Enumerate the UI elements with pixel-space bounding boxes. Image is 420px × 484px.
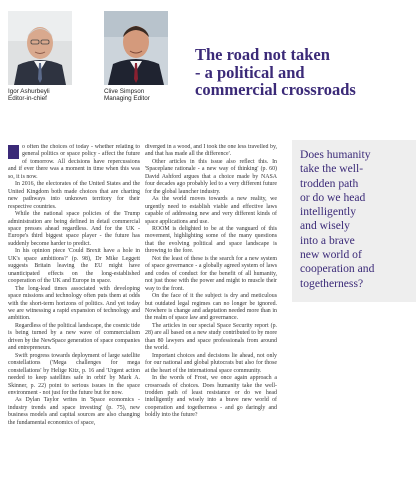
managing-editor-photo <box>104 11 168 85</box>
pull-quote-line: intelligently <box>300 205 357 219</box>
paragraph: Other articles in this issue also reflect this. In 'Spaceplane rationale - a new way of thinking' (p. 60) David Ashford argues that a choice made by NASA four decades ago probably led to a very different future for the global launcher industry. <box>145 158 277 195</box>
pull-quote-line: into a brave <box>300 233 355 247</box>
person-name: Igor Ashurbeyli <box>8 88 50 95</box>
pull-quote-line: Does humanity <box>300 148 371 161</box>
paragraph: ROOM is delighted to be at the vanguard of this movement, highlighting some of the many questions that the evolving political and space landscape is throwing to the fore. <box>145 225 277 255</box>
person-role: Editor-in-chief <box>8 95 47 103</box>
paragraph: As the world moves towards a new reality, we urgently need to establish viable and effective laws capable of addressing new and very different kinds of space applications and use. <box>145 196 277 225</box>
title-line: The road not taken <box>195 45 330 64</box>
paragraph: Important choices and decisions lie ahead, not only for our national and global plutocrats but also for those at the heart of the international space community. <box>145 352 277 374</box>
paragraph: diverged in a wood, and I took the one less travelled by, and that has made all the difference'. <box>145 144 277 158</box>
person-role: Managing Editor <box>104 95 150 103</box>
pull-quote-line: cooperation and <box>300 262 375 276</box>
paragraph: On the face of it the subject is dry and meticulous but outdated legal regimes can no longer be ignored. Nowhere is change and adaptation needed more than in the realm of space law and governance. <box>145 293 277 322</box>
body-column-2 <box>145 144 277 476</box>
paragraph: Regardless of the political landscape, the cosmic tide is being turned by a new wave of commercialism driven by the NewSpace generation of space companies and entrepreneurs. <box>8 322 140 352</box>
pull-quote-line: take the well- <box>300 162 364 176</box>
paragraph: Swift progress towards deployment of large satellite constellations ('Mega challenges for mega constellations' by Helige Kitz, p. 16 and 'Urgent action needed to keep satellites safe in orbit' by Mark A. Skinner, p. 22) point to serious issues in the space environment - not just for the future but for now. <box>8 352 140 396</box>
pull-quote <box>292 140 416 302</box>
paragraph: In the words of Frost, we once again approach a crossroads of choices. Does humanity take the well-trodden path of least resistance or do we head intelligently and wisely into a brave new world of cooperation and togetherness - and go daringly and boldly into the future? <box>145 375 277 419</box>
person-name: Clive Simpson <box>104 88 145 95</box>
paragraph: In his opinion piece 'Could Brexit have a hole in UK's space ambitions?' (p. 98), Dr Mike Leggett suggests Britain leaving the EU might have unanticipated effects on the long-established cooperation of the UK and Europe in space. <box>8 248 140 285</box>
editor-in-chief-photo <box>8 11 72 85</box>
paragraph: In 2016, the electorates of the United States and the United Kingdom both made choices that are charting new pathways into unknown territory for their respective countries. <box>8 181 140 210</box>
title-line: commercial crossroads <box>195 80 356 99</box>
drop-cap-block <box>8 145 19 159</box>
paragraph: As Dylan Taylor writes in 'Space economics - industry trends and space investing' (p. 75), new business models and capital sources are also changing the fundamental economics of space, <box>8 397 140 426</box>
editor-in-chief-caption <box>8 88 50 103</box>
managing-editor-caption <box>104 88 150 103</box>
article-title <box>195 46 415 99</box>
pull-quote-line: new world of <box>300 248 362 262</box>
title-line: - a political and <box>195 62 305 82</box>
pull-quote-line: or do we head <box>300 190 366 204</box>
body-column-1 <box>8 144 140 476</box>
paragraph: The articles in our special Space Security report (p. 28) are all based on a new study contributed to by more than 80 lawyers and space professionals from around the world. <box>145 322 277 352</box>
paragraph: o often the choices of today - whether relating to general politics or space policy - affect the future of tomorrow. All decisions have repercussions and if ever there was a moment in time when this was so, it is now. <box>8 144 140 180</box>
pull-quote-line: trodden path <box>300 176 359 190</box>
pull-quote-line: togetherness? <box>300 276 364 290</box>
paragraph: The long-lead times associated with developing space missions and technology often puts them at odds with the short-term horizons of politics. And yet today we are witnessing a rapid expansion of technology and ambition. <box>8 285 140 322</box>
paragraph: Not the least of these is the search for a new system of space governance - a globally agreed system of laws and codes of conduct for the benefit of all humanity, not just those with the power and might to muscle their way to the front. <box>145 255 277 292</box>
pull-quote-line: and wisely <box>300 219 350 233</box>
paragraph: While the national space policies of the Trump administration are being defined in detail commercial space presses ahead regardless. And for the UK - Europe's third biggest space player - the future has suddenly become harder to predict. <box>8 211 140 247</box>
